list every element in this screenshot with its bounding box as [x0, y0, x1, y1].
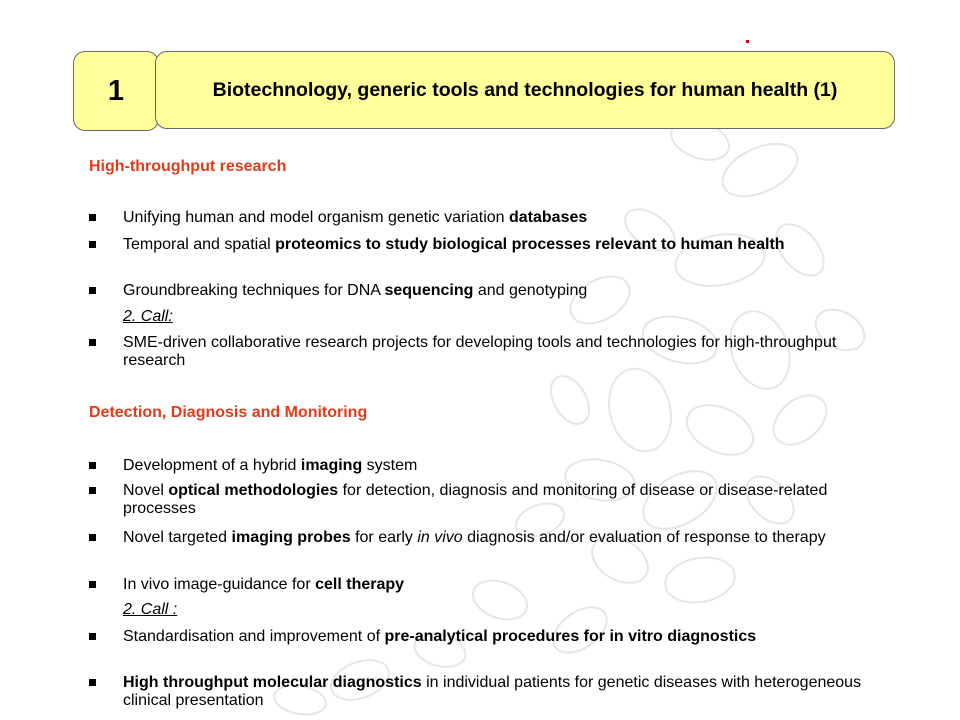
bold-run: optical methodologies [168, 482, 339, 499]
list-item-text [123, 674, 889, 710]
text-run: for early [350, 529, 418, 546]
bullet-icon [89, 581, 96, 588]
text-run: for detection, diagnosis and monitoring of disease or disease-related processes [123, 482, 828, 517]
bullet-icon [89, 462, 96, 469]
text-run: In vivo image-guidance for [123, 576, 316, 593]
section-number: 1 [107, 74, 125, 107]
list-item [89, 236, 889, 254]
text-run: Novel targeted [123, 529, 232, 546]
list-item-text [123, 209, 889, 227]
bold-run: imaging [300, 457, 363, 474]
call-label: 2. Call: [123, 308, 173, 325]
bold-run: imaging probes [231, 529, 351, 546]
bullet-icon [89, 214, 96, 221]
section-number-box [73, 51, 159, 131]
list-item-text [123, 282, 889, 300]
text-run: Novel [123, 482, 169, 499]
list-item-text [123, 628, 889, 646]
text-run: system [362, 457, 418, 474]
bold-run: sequencing [384, 282, 474, 299]
bullet-icon [89, 679, 96, 686]
text-run: Standardisation and improvement of [123, 628, 385, 645]
section-heading-detection: Detection, Diagnosis and Monitoring [89, 404, 368, 421]
list-item-text [123, 334, 889, 370]
list-item [89, 457, 889, 475]
bullet-icon [89, 339, 96, 346]
list-item-text [123, 482, 889, 518]
page-title: Biotechnology, generic tools and technologies for human health (1) [212, 78, 838, 101]
bullet-icon [89, 534, 96, 541]
bold-run: databases [509, 209, 588, 226]
text-run: and genotyping [473, 282, 588, 299]
bullet-icon [89, 633, 96, 640]
bullet-icon [89, 241, 96, 248]
italic-run: in vivo [417, 529, 463, 546]
text-run: Development of a hybrid [123, 457, 301, 474]
bullet-icon [89, 287, 96, 294]
list-item [89, 674, 889, 710]
bold-run: pre-analytical procedures for in vitro diagnostics [384, 628, 757, 645]
decorative-dot [746, 40, 749, 43]
list-item [89, 529, 889, 547]
list-item [89, 209, 889, 227]
bold-run: proteomics to study biological processes relevant to human health [275, 236, 785, 253]
list-item [89, 334, 889, 370]
list-item [89, 482, 889, 518]
text-run: in individual patients for genetic diseases with heterogeneous clinical presentation [123, 674, 862, 709]
list-item [89, 628, 889, 646]
text-run: Temporal and spatial [123, 236, 276, 253]
list-item [89, 282, 889, 300]
list-item-text [123, 529, 889, 547]
text-run: Unifying human and model organism genetic variation [123, 209, 509, 226]
list-item [89, 576, 889, 594]
list-item-text [123, 236, 889, 254]
text-run: SME-driven collaborative research projects for developing tools and technologies for high-throughput research [123, 334, 837, 369]
bullet-icon [89, 487, 96, 494]
list-item-text [123, 576, 889, 594]
bold-run: cell therapy [315, 576, 405, 593]
text-run: Groundbreaking techniques for DNA [123, 282, 385, 299]
title-box [155, 51, 895, 129]
call-label: 2. Call : [123, 601, 178, 618]
list-item-text [123, 457, 889, 475]
bold-run: High throughput molecular diagnostics [123, 674, 422, 691]
text-run: diagnosis and/or evaluation of response to therapy [462, 529, 826, 546]
section-heading-high-throughput: High-throughput research [89, 158, 287, 175]
